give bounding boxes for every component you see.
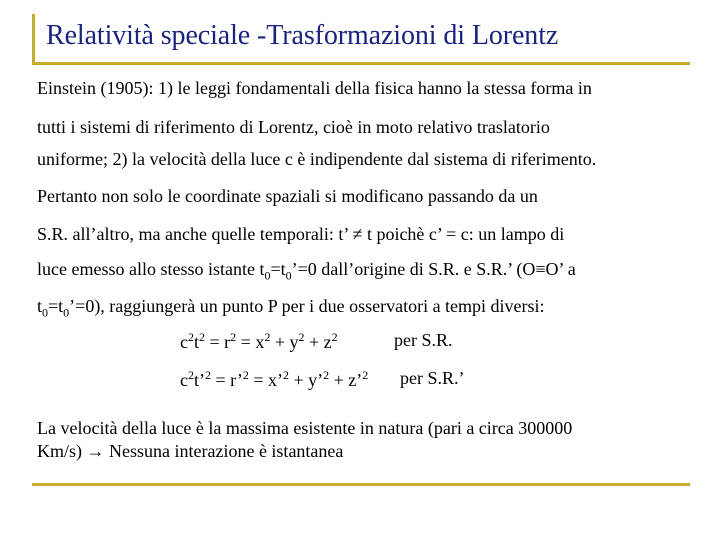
eq2-c: c bbox=[180, 370, 188, 390]
eq1-z: + z bbox=[304, 332, 332, 352]
eq2-z: + z’ bbox=[329, 370, 363, 390]
eq1-y-sup: 2 bbox=[298, 330, 305, 344]
paragraph-line-5: S.R. all’altro, ma anche quelle temporali: t’ ≠ t poichè c’ = c: un lampo di bbox=[37, 224, 565, 244]
footer-divider bbox=[32, 483, 690, 486]
eq1-c-sup: 2 bbox=[188, 330, 194, 344]
conclusion-line-2: Km/s) → Nessuna interazione è istantanea bbox=[37, 441, 344, 461]
eq2-r: = r’ bbox=[211, 370, 243, 390]
line6-part-a: luce emesso allo stesso istante t bbox=[37, 259, 265, 279]
equation-sr-prime bbox=[180, 368, 368, 391]
eq1-c: c bbox=[180, 332, 188, 352]
eq2-y-sup: 2 bbox=[323, 368, 330, 382]
eq1-x: = x bbox=[236, 332, 265, 352]
line7-sub-a: 0 bbox=[42, 305, 49, 320]
paragraph-line-2: tutti i sistemi di riferimento di Lorentz, cioè in moto relativo traslatorio bbox=[37, 117, 550, 137]
eq2-t-sup: 2 bbox=[205, 368, 211, 382]
eq2-z-sup: 2 bbox=[362, 368, 369, 382]
line6-sub-a: 0 bbox=[264, 268, 271, 283]
eq2-r-sup: 2 bbox=[242, 368, 249, 382]
equation-sr bbox=[180, 330, 338, 353]
eq2-x: = x’ bbox=[248, 370, 283, 390]
eq1-r-sup: 2 bbox=[230, 330, 237, 344]
eq2-c-sup: 2 bbox=[188, 368, 194, 382]
eq2-t: t’ bbox=[194, 370, 205, 390]
line6-part-b: =t bbox=[270, 259, 286, 279]
line6-sub-b: 0 bbox=[285, 268, 292, 283]
paragraph-line-7 bbox=[37, 296, 545, 321]
paragraph-line-6 bbox=[37, 259, 576, 284]
equation-sr-label: per S.R. bbox=[394, 330, 453, 350]
eq2-x-sup: 2 bbox=[282, 368, 289, 382]
eq1-y: + y bbox=[270, 332, 299, 352]
title-underline bbox=[32, 62, 690, 65]
eq1-z-sup: 2 bbox=[331, 330, 338, 344]
eq1-r: = r bbox=[205, 332, 231, 352]
eq1-t-sup: 2 bbox=[199, 330, 206, 344]
paragraph-line-3: uniforme; 2) la velocità della luce c è indipendente dal sistema di riferimento. bbox=[37, 149, 597, 169]
line7-part-a: t bbox=[37, 296, 43, 316]
eq1-t: t bbox=[194, 332, 200, 352]
conclusion-line-1: La velocità della luce è la massima esistente in natura (pari a circa 300000 bbox=[37, 418, 573, 438]
title-accent-vertical-line bbox=[32, 14, 35, 64]
slide-title: Relatività speciale -Trasformazioni di Lorentz bbox=[46, 20, 559, 51]
line7-part-b: =t bbox=[48, 296, 64, 316]
line7-part-c: ’=0), raggiungerà un punto P per i due osservatori a tempi diversi: bbox=[69, 296, 545, 316]
paragraph-line-1: Einstein (1905): 1) le leggi fondamentali della fisica hanno la stessa forma in bbox=[37, 78, 592, 98]
line7-sub-b: 0 bbox=[63, 305, 70, 320]
line6-part-c: ’=0 dall’origine di S.R. e S.R.’ (O≡O’ a bbox=[291, 259, 576, 279]
eq2-y: + y’ bbox=[288, 370, 324, 390]
equation-sr-prime-label: per S.R.’ bbox=[400, 368, 465, 388]
eq1-x-sup: 2 bbox=[264, 330, 271, 344]
paragraph-line-4: Pertanto non solo le coordinate spaziali si modificano passando da un bbox=[37, 186, 538, 206]
